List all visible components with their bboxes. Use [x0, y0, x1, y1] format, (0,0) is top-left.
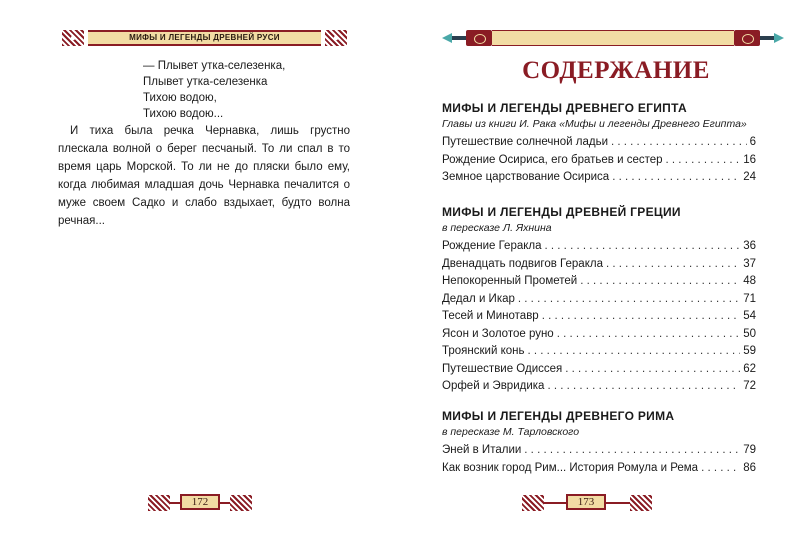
toc-entry[interactable]: Тесей и Минотавр . . . 54 — [442, 308, 756, 326]
toc-entry[interactable]: Непокоренный Прометей . . . 48 — [442, 273, 756, 291]
prose — [58, 122, 350, 230]
poem — [143, 58, 285, 122]
page-number-ornament — [522, 492, 652, 514]
prose-paragraph: И тиха была речка Чернавка, лишь грустно плескала волной о берег песчаный. То ли спал в то время царь Морской. То ли не до пляски было ему, когда любимая младшая дочь Чернавка печалится о муже своем Садко и слабо вздыхает, будто волна речная... — [58, 125, 350, 227]
page-number-ornament — [148, 492, 252, 514]
toc-entry[interactable]: Двенадцать подвигов Геракла . . . 37 — [442, 256, 756, 274]
section-title: МИФЫ И ЛЕГЕНДЫ ДРЕВНЕГО ЕГИПТА — [442, 101, 687, 115]
toc-entry[interactable]: Орфей и Эвридика . . . 72 — [442, 378, 756, 396]
section-title: МИФЫ И ЛЕГЕНДЫ ДРЕВНЕГО РИМА — [442, 409, 675, 423]
right-page — [400, 0, 800, 538]
section-subtitle: Главы из книги И. Рака «Мифы и легенды Древнего Египта» — [442, 118, 747, 130]
toc-entry[interactable]: Ясон и Золотое руно . . . 50 — [442, 326, 756, 344]
ornament-right — [230, 495, 252, 511]
toc-section — [442, 204, 756, 396]
page-number: 172 — [180, 494, 220, 510]
toc-entry[interactable]: Рождение Геракла . . . 36 — [442, 238, 756, 256]
section-subtitle: в пересказе М. Тарловского — [442, 426, 580, 438]
scroll-ornament — [448, 30, 778, 46]
section-subtitle: в пересказе Л. Яхнина — [442, 222, 552, 234]
toc-entry[interactable]: Земное царствование Осириса . . . 24 — [442, 169, 756, 187]
running-header-title: МИФЫ И ЛЕГЕНДЫ ДРЕВНЕЙ РУСИ — [88, 30, 321, 46]
toc-entry[interactable]: Дедал и Икар . . . 71 — [442, 291, 756, 309]
ornament-right — [630, 495, 652, 511]
toc-section — [442, 408, 756, 477]
ornament-left — [522, 495, 544, 511]
poem-line: Плывет утка-селезенка — [143, 76, 268, 88]
ornament-left — [148, 495, 170, 511]
toc-entry[interactable]: Рождение Осириса, его братьев и сестер . . . 16 — [442, 152, 756, 170]
section-title: МИФЫ И ЛЕГЕНДЫ ДРЕВНЕЙ ГРЕЦИИ — [442, 205, 681, 219]
poem-line: — Плывет утка-селезенка, — [143, 60, 286, 72]
toc-entry[interactable]: Эней в Италии . . . 79 — [442, 442, 756, 460]
ornament-left — [62, 30, 84, 46]
ornament-right — [325, 30, 347, 46]
toc-entry[interactable]: Путешествие Одиссея . . . 62 — [442, 361, 756, 379]
poem-line: Тихою водою... — [143, 108, 224, 120]
page-number: 173 — [566, 494, 606, 510]
poem-line: Тихою водою, — [143, 92, 217, 104]
toc-section — [442, 100, 756, 187]
contents-title: СОДЕРЖАНИЕ — [522, 57, 710, 84]
running-header — [62, 30, 347, 46]
toc-entry[interactable]: Троянский конь . . . 59 — [442, 343, 756, 361]
toc-entry[interactable]: Как возник город Рим... История Ромула и Рема . . . 86 — [442, 460, 756, 478]
toc-entry[interactable]: Путешествие солнечной ладьи . . . 6 — [442, 134, 756, 152]
